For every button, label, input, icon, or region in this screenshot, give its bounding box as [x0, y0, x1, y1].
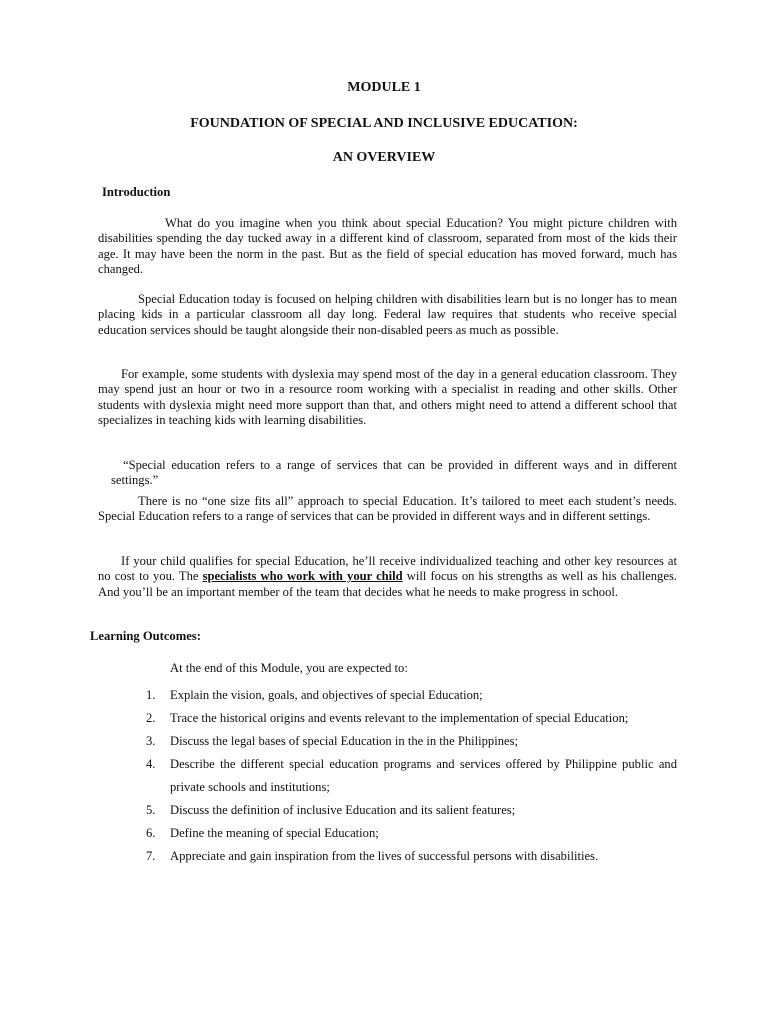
introduction-heading: Introduction	[102, 185, 171, 199]
intro-paragraph-3: For example, some students with dyslexia may spend most of the day in a general education classroom. They may spend just an hour or two in a resource room working with a specialist in reading and other skills. Other students with dyslexia might need more support than that, and others might need to attend a different school that specializes in teaching kids with learning disabilities.	[98, 367, 677, 428]
list-item-text: Define the meaning of special Education;	[170, 826, 379, 840]
intro-paragraph-4: There is no “one size fits all” approach to special Education. It’s tailored to meet each student’s needs. Special Education refers to a range of services that can be provided in different ways and in different settings.	[98, 494, 677, 524]
intro-paragraph-5	[98, 554, 677, 600]
learning-outcomes-list	[98, 684, 677, 868]
quote-paragraph: “Special education refers to a range of services that can be provided in different ways and in different settings.”	[111, 458, 677, 488]
list-item-number: 2.	[146, 711, 156, 725]
list-item	[98, 707, 677, 730]
list-item-number: 5.	[146, 803, 156, 817]
intro-paragraph-1: What do you imagine when you think about special Education? You might picture children with disabilities spending the day tucked away in a different kind of classroom, separated from most of the kids their age. It may have been the norm in the past. But as the field of special education has moved forward, much has changed.	[98, 216, 677, 277]
paragraph-5-text-after: will focus on his strengths as well as his challenges. And you’ll be an important member of the team that decides what he needs to make progress in school.	[98, 569, 677, 599]
learning-outcomes-intro: At the end of this Module, you are expected to:	[170, 661, 408, 675]
list-item-text: Describe the different special education programs and services offered by Philippine public and private schools and institutions;	[170, 757, 677, 794]
module-title: MODULE 1	[347, 80, 421, 95]
intro-paragraph-2: Special Education today is focused on helping children with disabilities learn but is no longer has to mean placing kids in a particular classroom all day long. Federal law requires that students who receive special education services should be taught alongside their non-disabled peers as much as possible.	[98, 292, 677, 337]
list-item-number: 6.	[146, 826, 156, 840]
learning-outcomes-heading: Learning Outcomes:	[90, 629, 201, 643]
list-item-text: Explain the vision, goals, and objectives of special Education;	[170, 688, 483, 702]
list-item	[98, 753, 677, 799]
list-item	[98, 822, 677, 845]
list-item-text: Trace the historical origins and events relevant to the implementation of special Education;	[170, 711, 629, 725]
list-item	[98, 845, 677, 868]
module-subtitle: FOUNDATION OF SPECIAL AND INCLUSIVE EDUCATION:	[190, 116, 578, 131]
list-item-text: Appreciate and gain inspiration from the lives of successful persons with disabilities.	[170, 849, 599, 863]
module-subtitle-overview: AN OVERVIEW	[332, 150, 436, 165]
list-item	[98, 730, 677, 753]
list-item-number: 3.	[146, 734, 156, 748]
list-item-text: Discuss the legal bases of special Education in the in the Philippines;	[170, 734, 519, 748]
list-item-number: 1.	[146, 688, 156, 702]
list-item-text: Discuss the definition of inclusive Education and its salient features;	[170, 803, 516, 817]
specialists-link[interactable]: specialists who work with your child	[202, 569, 403, 584]
list-item	[98, 684, 677, 707]
list-item-number: 4.	[146, 757, 156, 771]
paragraph-5-text-before: If your child qualifies for special Education, he’ll receive individualized teaching and other key resources at no cost to you. The	[98, 554, 677, 584]
list-item	[98, 799, 677, 822]
list-item-number: 7.	[146, 849, 156, 863]
